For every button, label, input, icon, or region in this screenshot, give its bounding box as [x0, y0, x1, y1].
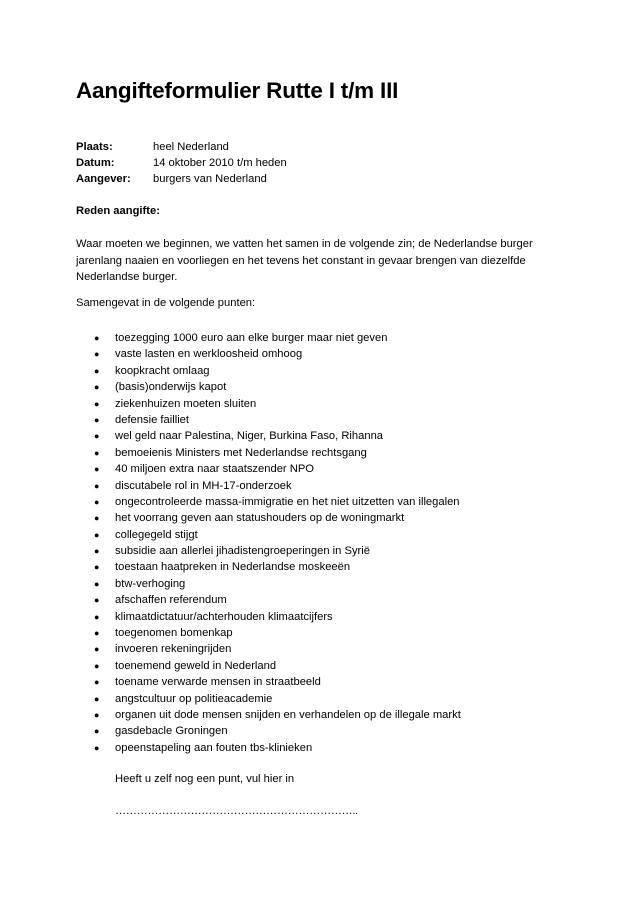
bullet-icon: ●	[94, 562, 100, 573]
meta-label: Plaats:	[76, 141, 113, 153]
bullet-icon: ●	[94, 333, 100, 343]
list-item-text: subsidie aan allerlei jihadistengroeperingen in Syrië	[115, 545, 370, 558]
bullet-icon: ●	[94, 578, 100, 589]
bullet-icon: ●	[94, 595, 100, 606]
bullet-icon: ●	[94, 382, 100, 393]
list-item-text: gasdebacle Groningen	[115, 725, 228, 738]
list-item-text: toegenomen bomenkap	[115, 627, 233, 640]
list-item-text: klimaatdictatuur/achterhouden klimaatcijfers	[115, 610, 333, 623]
bullet-icon: ●	[94, 464, 100, 475]
bullet-icon: ●	[94, 742, 100, 753]
bullet-icon: ●	[94, 628, 100, 639]
list-item-text: toestaan haatpreken in Nederlandse moskeeën	[115, 561, 351, 574]
list-item-text: vaste lasten en werkloosheid omhoog	[115, 348, 303, 361]
list-item-text: ziekenhuizen moeten sluiten	[115, 397, 257, 410]
bullet-icon: ●	[94, 611, 100, 622]
list-item-text: ongecontroleerde massa-immigratie en het niet uitzetten van illegalen	[115, 495, 460, 508]
list-item-text: angstcultuur op politieacademie	[115, 692, 273, 705]
list-item-text: discutabele rol in MH-17-onderzoek	[115, 479, 292, 492]
bullet-icon: ●	[94, 677, 100, 688]
list-item-text: koopkracht omlaag	[115, 364, 210, 377]
list-item-text: toename verwarde mensen in straatbeeld	[115, 676, 321, 689]
meta-value: 14 oktober 2010 t/m heden	[153, 157, 287, 169]
list-item-text: toezegging 1000 euro aan elke burger maar niet geven	[115, 332, 388, 344]
reason-heading: Reden aangifte:	[76, 205, 160, 217]
list-item-text: afschaffen referendum	[115, 594, 227, 607]
list-item-text: opeenstapeling aan fouten tbs-klinieken	[115, 741, 313, 754]
meta-value: heel Nederland	[153, 141, 229, 153]
list-item-text: wel geld naar Palestina, Niger, Burkina Faso, Rihanna	[115, 430, 384, 443]
meta-label: Aangever:	[76, 173, 131, 185]
list-item-text: (basis)onderwijs kapot	[115, 381, 227, 394]
list-item-text: invoeren rekeningrijden	[115, 643, 232, 656]
list-item-text: defensie failliet	[115, 413, 190, 426]
summary-label: Samengevat in de volgende punten:	[76, 297, 256, 309]
bullet-icon: ●	[94, 644, 100, 655]
bullet-icon: ●	[94, 529, 100, 540]
bullet-icon: ●	[94, 513, 100, 524]
page-title: Aangifteformulier Rutte I t/m III	[76, 78, 399, 103]
bullet-icon: ●	[94, 365, 100, 376]
intro-paragraph: Waar moeten we beginnen, we vatten het samen in de volgende zin; de Nederlandse burger jarenlang naaien en voorliegen en het tevens het constant in gevaar brengen van diezelfde Nederlandse burger.	[76, 238, 533, 283]
bullet-icon: ●	[94, 480, 100, 491]
list-item-text: het voorrang geven aan statushouders op de woningmarkt	[115, 512, 405, 525]
bullet-icon: ●	[94, 546, 100, 557]
bullet-icon: ●	[94, 726, 100, 737]
list-item-text: bemoeienis Ministers met Nederlandse rechtsgang	[115, 446, 367, 459]
bullet-icon: ●	[94, 660, 100, 671]
bullet-icon: ●	[94, 496, 100, 507]
bullet-icon: ●	[94, 398, 100, 409]
bullet-icon: ●	[94, 709, 100, 720]
bullet-icon: ●	[94, 414, 100, 425]
bullet-icon: ●	[94, 447, 100, 458]
meta-value: burgers van Nederland	[153, 173, 267, 185]
list-item-text: 40 miljoen extra naar staatszender NPO	[115, 463, 314, 476]
meta-label: Datum:	[76, 157, 115, 169]
bullet-icon: ●	[94, 693, 100, 704]
bullet-icon: ●	[94, 349, 100, 360]
bullet-icon: ●	[94, 431, 100, 442]
own-point-prompt: Heeft u zelf nog een punt, vul hier in	[115, 773, 295, 785]
list-item-text: btw-verhoging	[115, 577, 186, 590]
fill-in-line[interactable]: …………………………………………………………..	[115, 805, 358, 817]
list-item-text: collegegeld stijgt	[115, 528, 198, 541]
list-item-text: organen uit dode mensen snijden en verhandelen op de illegale markt	[115, 708, 461, 721]
list-item-text: toenemend geweld in Nederland	[115, 659, 277, 672]
